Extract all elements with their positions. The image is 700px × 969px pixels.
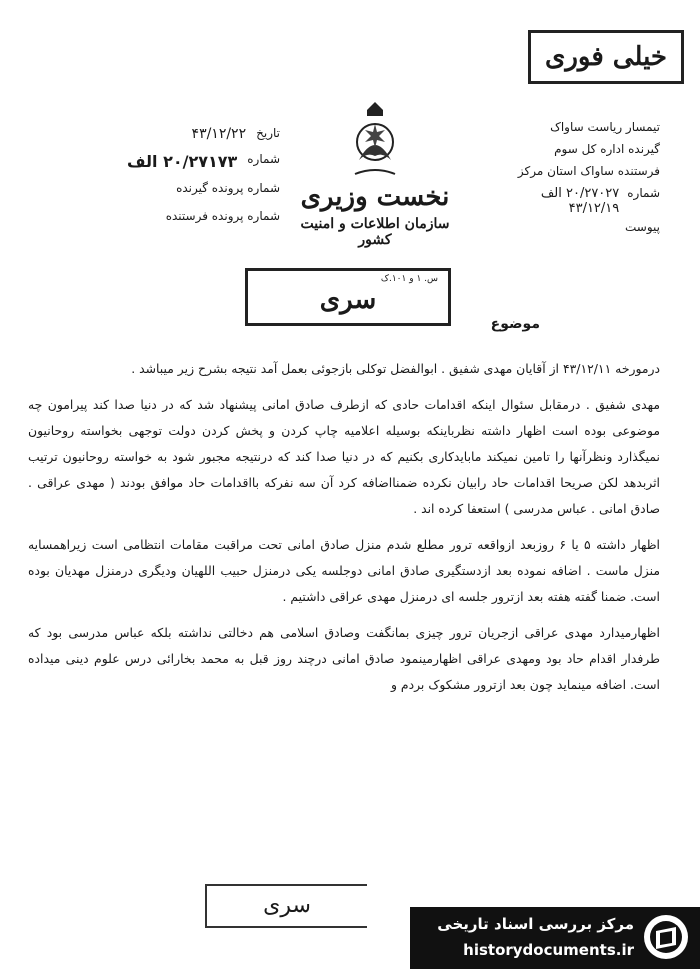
urgent-stamp — [528, 30, 684, 84]
header-left-number-label: شماره — [247, 152, 280, 166]
header-left-number-value: ۲۰/۲۷۱۷۳ الف — [126, 152, 238, 171]
archive-logo — [410, 907, 700, 969]
footer-secret-stamp — [205, 884, 367, 928]
header-recipient: گیرنده اداره کل سوم — [554, 142, 660, 156]
header-right-number-2: ۴۳/۱۲/۱۹ — [568, 201, 620, 216]
header-recipient-chief: تیمسار ریاست ساواک — [550, 120, 660, 134]
header-recipient-file: شماره پرونده گیرنده — [176, 181, 280, 195]
header-right-number-label: شماره — [627, 186, 660, 200]
secret-stamp-text: سری — [319, 285, 377, 315]
secret-stamp-code: س. ۱ و ۱۰۱.ک — [380, 274, 438, 284]
header-date-value: ۴۳/۱۲/۲۲ — [191, 126, 247, 142]
header-date — [110, 126, 280, 142]
body-paragraph: درمورخه ۴۳/۱۲/۱۱ از آقایان مهدی شفیق . ابوالفضل توکلی بازجوئی بعمل آمد نتیجه بشرح زیر میباشد . — [131, 361, 660, 376]
footer-secret-stamp-text: سری — [263, 893, 311, 918]
lion-and-sun-icon — [345, 100, 405, 180]
secret-stamp — [245, 268, 451, 326]
header-sender: فرستنده ساواک استان مرکز — [517, 164, 660, 178]
header-date-label: تاریخ — [256, 126, 280, 140]
document-body — [28, 356, 660, 708]
archive-logo-name: مرکز بررسی اسناد تاریخی — [437, 915, 634, 933]
emblem-title: نخست وزیری — [300, 182, 450, 212]
archive-logo-url: historydocuments.ir — [463, 941, 634, 959]
header-right — [440, 120, 660, 234]
header-sender-file: شماره پرونده فرستنده — [165, 209, 280, 223]
body-paragraph: اظهار داشته ۵ یا ۶ روزبعد ازواقعه ترور مطلع شدم منزل صادق امانی تحت مراقبت مقامات انتظامی است زیراهمسایه منزل ماست . اضافه نموده بعد ازدستگیری صادق امانی دوجلسه یکی درمنزل حبیب اللهیان ودیگری درمنزل مهدیان بوده است. ضمنا گفته هفته بعد ازترور جلسه ای درمنزل مهدی عراقی داشتیم . — [28, 537, 660, 604]
header-attachment: پیوست — [625, 220, 660, 234]
header-left — [110, 126, 280, 223]
body-paragraph: اظهارمیدارد مهدی عراقی ازجریان ترور چیزی بمانگفت وصادق اسلامی هم دخالتی نداشته بلکه عباس مدرسی بود که طرفدار اقدام حاد بود ومهدی عراقی اظهارمینمود صادق امانی درچند روز قبل به محمد بخارائی درس علوم دینی میداده است. اضافه مینماید چون بعد ازترور مشکوک بردم و — [28, 625, 660, 692]
urgent-stamp-text: خیلی فوری — [544, 42, 667, 72]
emblem — [285, 100, 465, 248]
archive-logo-icon — [642, 913, 690, 961]
subject-label: موضوع — [490, 316, 540, 332]
header-right-number-1: ۲۰/۲۷۰۲۷ الف — [540, 186, 620, 201]
body-paragraph: مهدی شفیق . درمقابل سئوال اینکه اقدامات حادی که ازطرف صادق امانی پیشنهاد شد که در دنیا صدا کند پیرامون چه موضوعی بوده است اظهار داشته نظرباینکه بوسیله اعلامیه چاپ کردن و پخش کردن دولت توجهی بخواسته روحانیون نمیگذارد ونظرآنها را تامین نمیکند مابایدکاری بکنیم که در دنیا صدا کند که درنتیجه مجبور شود به خواسته روحانیون ترتیب اثربدهد لکن صریحا اقدامات حاد رابیان نکرده ضمنااضافه کرد آن سه نفرکه بااقدامات حاد موافق بودند ( مهدی عراقی . صادق امانی . عباس مدرسی ) استعفا کرده اند . — [28, 397, 660, 516]
emblem-subtitle: سازمان اطلاعات و امنیت کشور — [300, 216, 450, 248]
header-right-number — [440, 186, 660, 216]
header-left-number — [110, 152, 280, 171]
